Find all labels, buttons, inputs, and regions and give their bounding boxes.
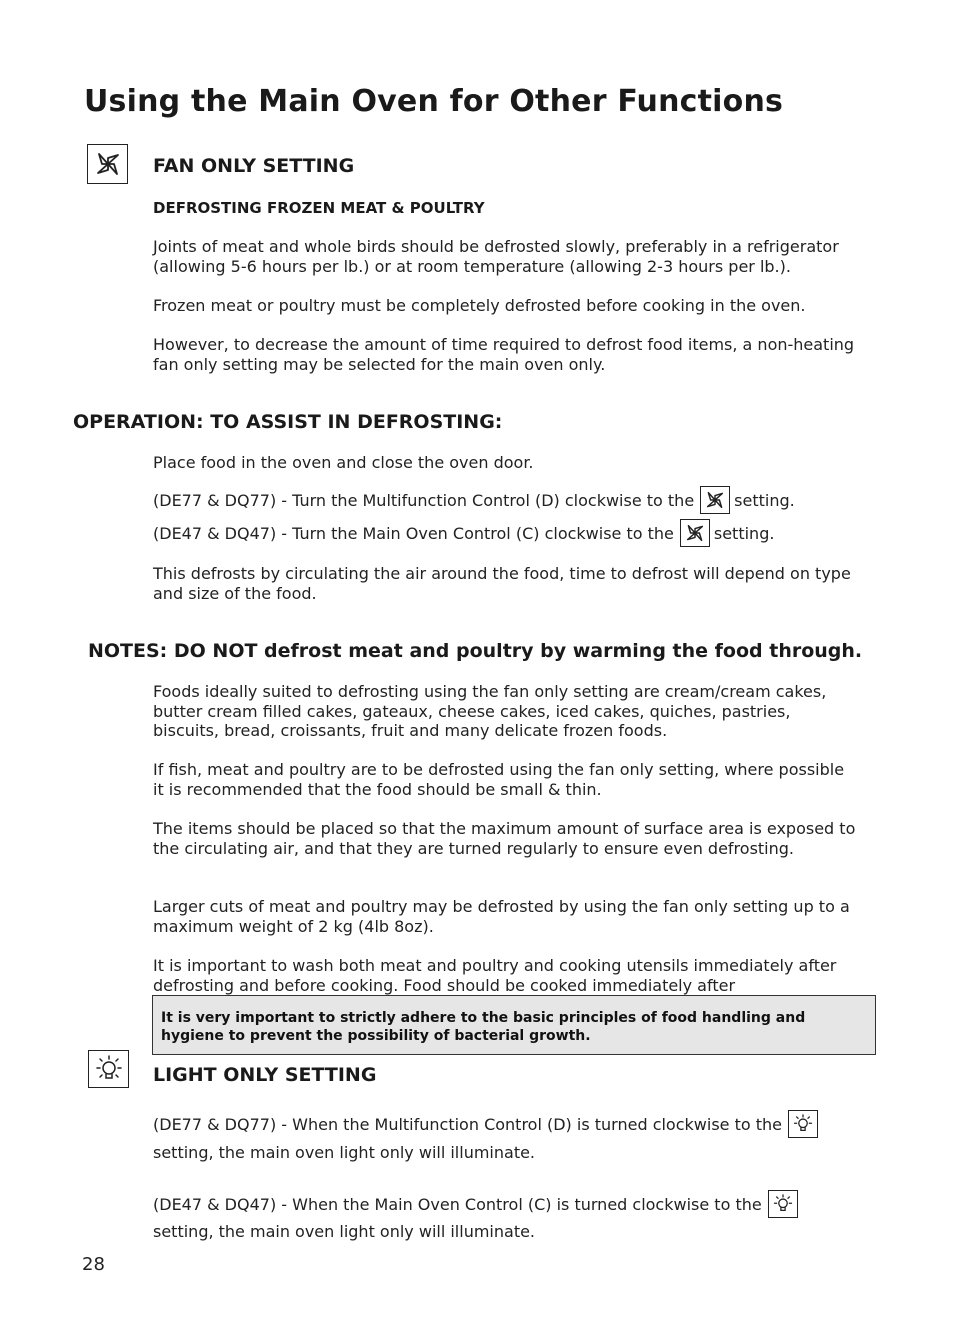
light-de47-cont: setting, the main oven light only will illuminate.	[153, 1222, 536, 1241]
light-section-heading: LIGHT ONLY SETTING	[153, 1064, 377, 1086]
fan-icon	[680, 519, 710, 547]
fan-section-subheading: DEFROSTING FROZEN MEAT & POULTRY	[153, 199, 485, 217]
light-bulb-icon	[788, 1110, 818, 1138]
notes-para-3: The items should be placed so that the maximum amount of surface area is exposed to the circulating air, and that they are turned regularly to ensure even defrosting.	[153, 819, 856, 858]
notes-heading: NOTES: DO NOT defrost meat and poultry by warming the food through.	[88, 640, 863, 662]
light-bulb-icon	[768, 1190, 798, 1218]
fan-icon	[87, 144, 128, 184]
fan-section-heading: FAN ONLY SETTING	[153, 155, 355, 177]
light-de47-line	[153, 1190, 802, 1218]
operation-de47-text: (DE47 & DQ47) - Turn the Main Oven Control (C) clockwise to the	[153, 523, 674, 543]
operation-de77-line	[153, 486, 795, 514]
operation-de77-setting: setting.	[734, 490, 795, 510]
light-bulb-icon	[88, 1050, 129, 1088]
notes-para-5-wrap	[153, 956, 868, 995]
operation-para-1: Place food in the oven and close the oven door.	[153, 453, 534, 472]
notes-para-4: Larger cuts of meat and poultry may be defrosted by using the fan only setting up to a maximum weight of 2 kg (4lb 8oz).	[153, 897, 850, 936]
light-de77-line	[153, 1110, 822, 1138]
notes-para-1: Foods ideally suited to defrosting using the fan only setting are cream/cream cakes, butter cream filled cakes, gateaux, cheese cakes, iced cakes, quiches, pastries, biscuits, bread, croissants, fruit and many delicate frozen foods.	[153, 682, 827, 740]
fan-icon	[700, 486, 730, 514]
notes-para-5: It is important to wash both meat and poultry and cooking utensils immediately after defrosting and before cooking. Food should be cooked immediately after	[153, 956, 837, 995]
page-number: 28	[82, 1254, 105, 1275]
fan-para-1b: Frozen meat or poultry must be completely defrosted before cooking in the oven.	[153, 296, 806, 315]
operation-de77-text: (DE77 & DQ77) - Turn the Multifunction Control (D) clockwise to the	[153, 490, 695, 510]
operation-de47-setting: setting.	[713, 523, 775, 543]
light-de47-text: (DE47 & DQ47) - When the Main Oven Control (C) is turned clockwise to the	[153, 1194, 762, 1214]
hygiene-notice: It is very important to strictly adhere to the basic principles of food handling and hygiene to prevent the possibility of bacterial growth.	[152, 995, 876, 1055]
fan-para-1: Joints of meat and whole birds should be defrosted slowly, preferably in a refrigerator (allowing 5-6 hours per lb.) or at room temperature (allowing 2-3 hours per lb.).	[153, 237, 839, 276]
light-de77-cont: setting, the main oven light only will illuminate.	[153, 1143, 536, 1162]
operation-heading: OPERATION: TO ASSIST IN DEFROSTING:	[73, 411, 503, 433]
operation-de47-line	[153, 519, 774, 547]
operation-para-3: This defrosts by circulating the air around the food, time to defrost will depend on type and size of the food.	[153, 564, 851, 603]
page-title: Using the Main Oven for Other Functions	[84, 84, 784, 119]
light-de77-text: (DE77 & DQ77) - When the Multifunction Control (D) is turned clockwise to the	[153, 1114, 782, 1134]
fan-para-2: However, to decrease the amount of time required to defrost food items, a non-heating fan only setting may be selected for the main oven only.	[153, 335, 855, 374]
notes-para-2: If fish, meat and poultry are to be defrosted using the fan only setting, where possible it is recommended that the food should be small & thin.	[153, 760, 845, 799]
